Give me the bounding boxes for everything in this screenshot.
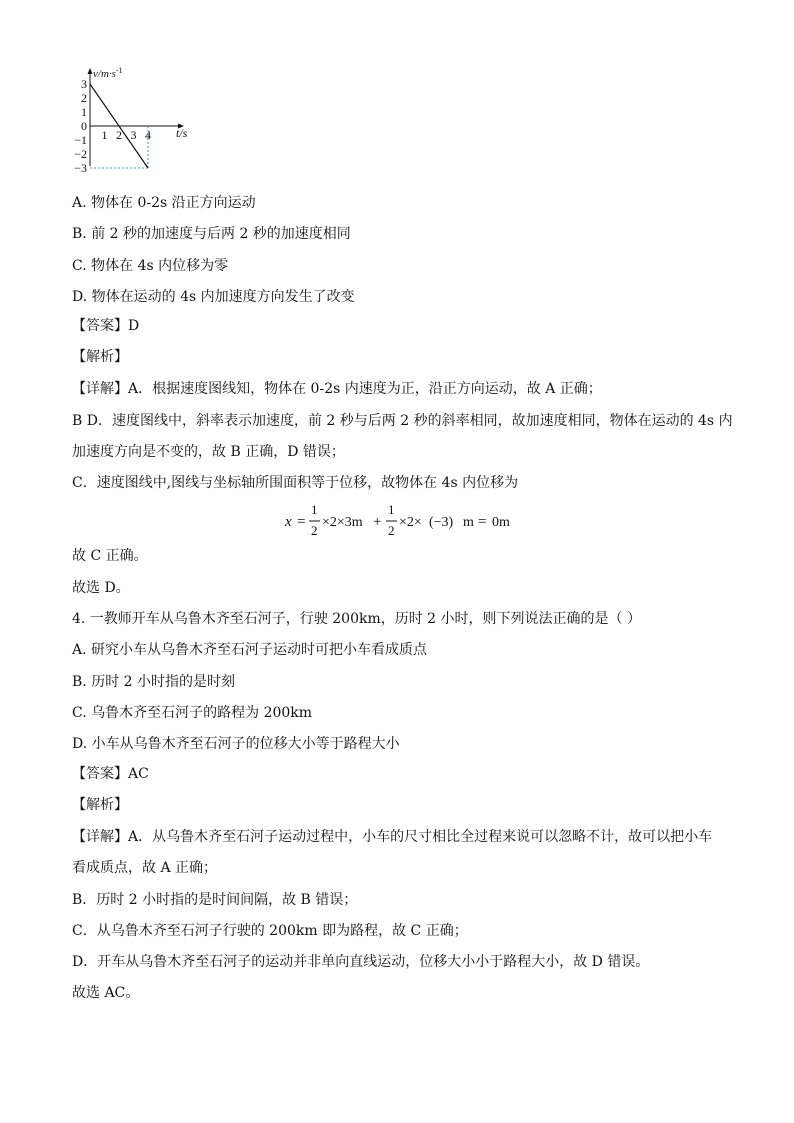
y-tick-label: 1 [81, 105, 87, 119]
q4-detail-a-1: 【详解】A．从乌鲁木齐至石河子运动过程中，小车的尺寸相比全过程来说可以忽略不计，故可以把小车 [72, 829, 713, 845]
x-tick-label: 2 [116, 128, 122, 142]
q4-detail-c: C．从乌鲁木齐至石河子行驶的 200km 即为路程，故 C 正确； [72, 923, 468, 939]
velocity-time-graph [72, 62, 202, 182]
formula-plus: + [373, 514, 382, 530]
formula-equals-1: = [297, 514, 306, 530]
q3-option-d: D. 物体在运动的 4s 内加速度方向发生了改变 [72, 289, 355, 305]
answer-value: D [128, 318, 140, 334]
frac2-num: 1 [388, 502, 395, 517]
formula-result: 0m [492, 515, 510, 530]
detail-tag: 【详解】 [72, 381, 128, 397]
q3-detail-a: 【详解】A．根据速度图线知，物体在 0-2s 内速度为正，沿正方向运动，故 A 正确； [72, 381, 602, 397]
answer-value: AC [128, 766, 149, 782]
q3-choose: 故选 D。 [72, 580, 130, 596]
q3-option-b: B. 前 2 秒的加速度与后两 2 秒的加速度相同 [72, 226, 351, 242]
q4-choose: 故选 AC。 [72, 985, 140, 1001]
frac1-num: 1 [311, 502, 318, 517]
y-tick-label: 3 [81, 77, 87, 91]
q4-option-a: A. 研究小车从乌鲁木齐至石河子运动时可把小车看成质点 [72, 642, 428, 658]
q3-option-c: C. 物体在 4s 内位移为零 [72, 258, 229, 274]
x-tick-labels [102, 128, 152, 142]
x-axis-label: t/s [176, 126, 188, 140]
q4-option-b: B. 历时 2 小时指的是时刻 [72, 674, 235, 690]
q3-answer [72, 316, 139, 336]
answer-tag: 【答案】 [72, 318, 128, 334]
q4-detail-a-2: 看成质点，故 A 正确； [72, 860, 218, 876]
frac2-den: 2 [388, 523, 395, 538]
x-tick-label: 4 [145, 128, 151, 142]
q4-analysis-tag: 【解析】 [72, 797, 128, 813]
displacement-formula [283, 500, 523, 542]
q4-stem: 4. 一教师开车从乌鲁木齐至石河子，行驶 200km，历时 2 小时，则下列说法正确的是（ ） [72, 611, 641, 627]
y-tick-label: −3 [74, 161, 87, 175]
y-tick-labels [74, 77, 87, 175]
q4-detail-d: D．开车从乌鲁木齐至石河子的运动并非单向直线运动，位移大小小于路程大小，故 D 错误。 [72, 954, 650, 970]
y-axis-arrow [88, 68, 93, 74]
formula-term2-paren: (−3) [429, 515, 454, 530]
formula-term1: ×2×3m [322, 515, 363, 530]
q3-conclude-c: 故 C 正确。 [72, 548, 148, 564]
q4-option-c: C. 乌鲁木齐至石河子的路程为 200km [72, 705, 313, 721]
q3-analysis-tag: 【解析】 [72, 349, 128, 365]
y-tick-label: 0 [81, 119, 87, 133]
detail-tag: 【详解】 [72, 829, 128, 845]
q4-option-d: D. 小车从乌鲁木齐至石河子的位移大小等于路程大小 [72, 736, 400, 752]
q3-detail-bd-1: B D．速度图线中，斜率表示加速度，前 2 秒与后两 2 秒的斜率相同，故加速度相同，物体在运动的 4s 内 [72, 413, 733, 429]
x-tick-label: 3 [130, 128, 137, 142]
q3-option-a: A. 物体在 0-2s 沿正方向运动 [72, 195, 256, 211]
answer-tag: 【答案】 [72, 766, 128, 782]
formula-lhs: x [285, 514, 292, 530]
formula-term2: ×2× [399, 515, 422, 530]
frac1-den: 2 [311, 523, 318, 538]
x-tick-label: 1 [101, 128, 108, 142]
y-tick-label: −1 [74, 133, 87, 147]
y-tick-label: 2 [81, 91, 87, 105]
y-axis-label: $v/m\cdot s^{-1}$ [93, 66, 123, 80]
formula-equals-2: = [478, 514, 487, 530]
q3-detail-c: C．速度图线中,图线与坐标轴所围面积等于位移，故物体在 4s 内位移为 [72, 475, 519, 491]
formula-term2-unit: m [463, 515, 474, 530]
q3-detail-bd-2: 加速度方向是不变的，故 B 正确，D 错误； [72, 444, 345, 460]
q4-answer [72, 764, 149, 784]
y-tick-label: −2 [74, 147, 87, 161]
q4-detail-b: B．历时 2 小时指的是时间间隔，故 B 错误； [72, 892, 358, 908]
